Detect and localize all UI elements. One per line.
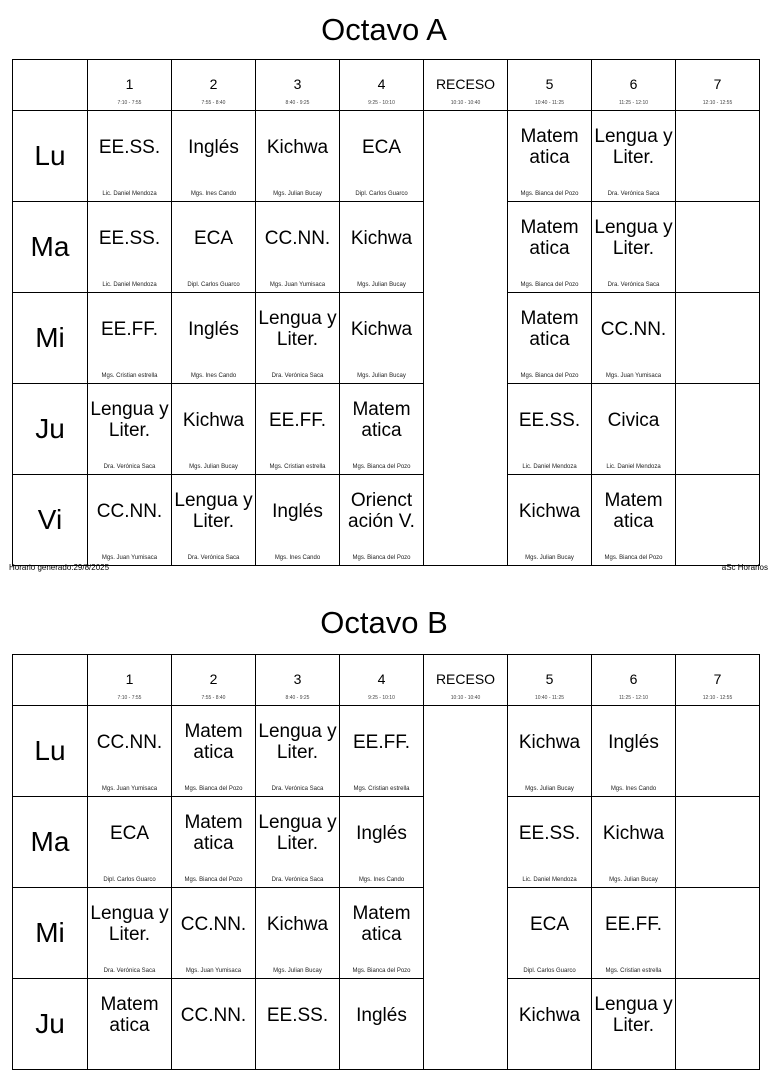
teacher-label: Dra. Verónica Saca [187,555,240,561]
period-time: 12:10 - 12:55 [702,100,733,106]
lesson-cell [676,111,760,202]
teacher-label: Mgs. Julian Bucay [273,191,322,197]
subject-label: Kichwa [266,913,329,935]
subject-label: Kichwa [182,409,245,431]
period-time: 11:25 - 12:10 [618,695,649,701]
day-row [13,293,760,384]
period-time: 7:10 - 7:55 [117,695,142,701]
subject-label: Lengua y Liter. [90,399,169,441]
lesson-cell [508,384,592,475]
period-time: 8:40 - 9:25 [285,100,310,106]
lesson-cell [340,384,424,475]
recess-header [424,655,508,706]
lesson-cell [172,384,256,475]
period-number: 5 [545,671,554,687]
recess-time: 10:10 - 10:40 [450,695,481,701]
subject-label: CC.NN. [600,318,667,340]
lesson-cell [340,706,424,797]
day-cell [13,475,88,566]
teacher-label: Mgs. Ines Cando [274,555,321,561]
lesson-cell [256,293,340,384]
lesson-cell [508,888,592,979]
lesson-cell [256,111,340,202]
lesson-cell [508,111,592,202]
period-number: 2 [209,76,218,92]
corner-cell [13,655,88,706]
period-number: 4 [377,671,386,687]
day-cell [13,202,88,293]
lesson-cell [592,384,676,475]
subject-label: Matem atica [184,721,243,763]
period-header [256,60,340,111]
period-time: 12:10 - 12:55 [702,695,733,701]
schedule-table [12,654,760,1070]
subject-label: Kichwa [602,822,665,844]
period-header [340,60,424,111]
period-number: 3 [293,76,302,92]
lesson-cell [676,979,760,1070]
lesson-cell [592,797,676,888]
day-cell [13,111,88,202]
subject-label: Inglés [356,1004,407,1026]
lesson-cell [508,979,592,1070]
lesson-cell [256,979,340,1070]
period-time: 7:55 - 8:40 [201,100,226,106]
teacher-label: Mgs. Cristian estrella [353,786,410,792]
subject-label: EE.SS. [518,822,581,844]
period-header [676,655,760,706]
period-header [340,655,424,706]
day-name: Mi [35,322,65,353]
teacher-label: Dipl. Carlos Guarco [355,191,408,197]
day-name: Ma [30,826,70,857]
teacher-label: Mgs. Bianca del Pozo [352,464,411,470]
subject-label: CC.NN. [264,227,331,249]
teacher-label: Mgs. Juan Yumisaca [101,786,158,792]
teacher-label: Mgs. Juan Yumisaca [605,373,662,379]
period-time: 9:25 - 10:10 [368,695,395,701]
period-time: 9:25 - 10:10 [368,100,395,106]
period-header-row [13,655,760,706]
subject-label: Lengua y Liter. [594,994,673,1036]
subject-label: Lengua y Liter. [258,721,337,763]
lesson-cell [340,979,424,1070]
period-number: 6 [629,76,638,92]
lesson-cell [88,706,172,797]
subject-label [676,475,759,547]
subject-label: Lengua y Liter. [258,308,337,350]
lesson-cell [676,384,760,475]
teacher-label: Mgs. Bianca del Pozo [604,555,663,561]
footer-brand: aSc Horarios [721,563,768,572]
subject-label: Matem atica [184,812,243,854]
lesson-cell [340,293,424,384]
day-row [13,384,760,475]
teacher-label: Dra. Verónica Saca [271,786,324,792]
period-header-row [13,60,760,111]
teacher-label: Mgs. Juan Yumisaca [101,555,158,561]
teacher-label: Lic. Daniel Mendoza [102,191,157,197]
teacher-label: Mgs. Bianca del Pozo [352,968,411,974]
teacher-label: Dra. Verónica Saca [271,877,324,883]
day-row [13,888,760,979]
lesson-cell [172,888,256,979]
teacher-label: Mgs. Cristian estrella [101,373,158,379]
subject-label: Orienct ación V. [348,490,415,532]
teacher-label: Lic. Daniel Mendoza [522,877,577,883]
subject-label: Kichwa [518,731,581,753]
subject-label: EE.FF. [100,318,158,340]
teacher-label: Dra. Verónica Saca [271,373,324,379]
lesson-cell [256,888,340,979]
lesson-cell [676,475,760,566]
recess-label: RECESO [435,671,496,687]
lesson-cell [172,293,256,384]
lesson-cell [676,797,760,888]
teacher-label: Mgs. Bianca del Pozo [520,191,579,197]
subject-label: ECA [361,136,402,158]
recess-label: RECESO [435,76,496,92]
lesson-cell [172,797,256,888]
teacher-label: Lic. Daniel Mendoza [522,464,577,470]
schedule-octavo-a [9,0,768,580]
day-cell [13,706,88,797]
lesson-cell [256,706,340,797]
subject-label: Inglés [188,318,239,340]
teacher-label: Mgs. Julian Bucay [273,968,322,974]
subject-label: ECA [193,227,234,249]
lesson-cell [676,293,760,384]
lesson-cell [340,888,424,979]
lesson-cell [256,475,340,566]
lesson-cell [340,475,424,566]
day-cell [13,384,88,475]
teacher-label: Dra. Verónica Saca [607,191,660,197]
lesson-cell [508,293,592,384]
day-cell [13,979,88,1070]
recess-column [424,706,508,1070]
day-row [13,475,760,566]
day-name: Ma [30,231,70,262]
period-number: 1 [125,671,134,687]
lesson-cell [676,202,760,293]
lesson-cell [88,293,172,384]
recess-time: 10:10 - 10:40 [450,100,481,106]
subject-label [676,111,759,183]
lesson-cell [88,111,172,202]
subject-label: Inglés [272,500,323,522]
subject-label: Lengua y Liter. [594,217,673,259]
teacher-label: Mgs. Bianca del Pozo [520,373,579,379]
day-row [13,111,760,202]
lesson-cell [340,797,424,888]
recess-column [424,111,508,566]
period-time: 10:40 - 11:25 [534,100,565,106]
lesson-cell [508,706,592,797]
lesson-cell [508,475,592,566]
lesson-cell [172,475,256,566]
subject-label: Lengua y Liter. [258,812,337,854]
subject-label: Lengua y Liter. [174,490,253,532]
day-cell [13,797,88,888]
subject-label [676,797,759,869]
period-header [508,60,592,111]
period-number: 3 [293,671,302,687]
lesson-cell [172,979,256,1070]
subject-label [676,384,759,456]
subject-label: Kichwa [350,318,413,340]
lesson-cell [172,111,256,202]
subject-label: Matem atica [352,903,411,945]
subject-label: Kichwa [518,500,581,522]
day-row [13,797,760,888]
subject-label: Matem atica [520,217,579,259]
footer-generated: Horario generado:29/8/2025 [9,563,110,572]
teacher-label: Mgs. Ines Cando [190,373,237,379]
period-header [592,60,676,111]
subject-label: CC.NN. [96,500,163,522]
lesson-cell [676,706,760,797]
subject-label: Civica [607,409,660,431]
subject-label [676,979,759,1051]
period-time: 7:55 - 8:40 [201,695,226,701]
subject-label: EE.FF. [352,731,410,753]
teacher-label: Mgs. Julian Bucay [189,464,238,470]
teacher-label: Dra. Verónica Saca [607,282,660,288]
day-name: Lu [34,140,66,171]
teacher-label: Mgs. Julian Bucay [609,877,658,883]
period-header [88,655,172,706]
lesson-cell [592,706,676,797]
period-number: 2 [209,671,218,687]
day-name: Ju [35,413,65,444]
period-time: 10:40 - 11:25 [534,695,565,701]
lesson-cell [592,202,676,293]
subject-label: Kichwa [266,136,329,158]
teacher-label: Dra. Verónica Saca [103,464,156,470]
lesson-cell [172,202,256,293]
teacher-label: Mgs. Julian Bucay [357,282,406,288]
subject-label: Matem atica [604,490,663,532]
subject-label: EE.FF. [604,913,662,935]
lesson-cell [592,293,676,384]
subject-label: EE.SS. [266,1004,329,1026]
lesson-cell [592,979,676,1070]
day-name: Mi [35,917,65,948]
period-time: 7:10 - 7:55 [117,100,142,106]
lesson-cell [676,888,760,979]
subject-label: EE.SS. [98,136,161,158]
teacher-label: Mgs. Bianca del Pozo [520,282,579,288]
subject-label: ECA [109,822,150,844]
subject-label: EE.FF. [268,409,326,431]
subject-label: Matem atica [100,994,159,1036]
period-header [256,655,340,706]
subject-label: CC.NN. [180,913,247,935]
teacher-label: Mgs. Bianca del Pozo [184,877,243,883]
teacher-label: Lic. Daniel Mendoza [606,464,661,470]
subject-label: CC.NN. [180,1004,247,1026]
teacher-label: Dipl. Carlos Guarco [523,968,576,974]
lesson-cell [592,111,676,202]
subject-label: Inglés [188,136,239,158]
subject-label [676,202,759,274]
period-header [676,60,760,111]
day-cell [13,293,88,384]
lesson-cell [340,111,424,202]
day-cell [13,888,88,979]
subject-label: Matem atica [520,126,579,168]
day-name: Vi [37,504,63,535]
period-number: 4 [377,76,386,92]
subject-label: ECA [529,913,570,935]
teacher-label: Dra. Verónica Saca [103,968,156,974]
period-time: 8:40 - 9:25 [285,695,310,701]
teacher-label: Dipl. Carlos Guarco [187,282,240,288]
subject-label: Matem atica [352,399,411,441]
day-name: Lu [34,735,66,766]
schedule-octavo-b [12,595,756,1039]
subject-label: CC.NN. [96,731,163,753]
teacher-label: Mgs. Ines Cando [610,786,657,792]
lesson-cell [508,202,592,293]
period-header [88,60,172,111]
subject-label: Lengua y Liter. [594,126,673,168]
recess-header [424,60,508,111]
period-number: 7 [713,671,722,687]
day-row [13,979,760,1070]
period-time: 11:25 - 12:10 [618,100,649,106]
subject-label: Inglés [608,731,659,753]
teacher-label: Mgs. Bianca del Pozo [184,786,243,792]
schedule-title: Octavo B [320,605,448,640]
day-name: Ju [35,1008,65,1039]
teacher-label: Mgs. Juan Yumisaca [185,968,242,974]
teacher-label: Mgs. Julian Bucay [525,555,574,561]
subject-label: Inglés [356,822,407,844]
teacher-label: Lic. Daniel Mendoza [102,282,157,288]
lesson-cell [88,202,172,293]
day-row [13,202,760,293]
subject-label: EE.SS. [98,227,161,249]
corner-cell [13,60,88,111]
lesson-cell [592,475,676,566]
period-header [508,655,592,706]
subject-label [676,888,759,960]
lesson-cell [88,384,172,475]
schedule-table [12,59,760,566]
lesson-cell [172,706,256,797]
subject-label: Matem atica [520,308,579,350]
subject-label [676,293,759,365]
period-number: 1 [125,76,134,92]
teacher-label: Mgs. Bianca del Pozo [352,555,411,561]
teacher-label: Mgs. Ines Cando [358,877,405,883]
subject-label: Lengua y Liter. [90,903,169,945]
day-row [13,706,760,797]
teacher-label: Mgs. Cristian estrella [605,968,662,974]
period-header [592,655,676,706]
lesson-cell [88,979,172,1070]
teacher-label: Mgs. Julian Bucay [357,373,406,379]
lesson-cell [88,797,172,888]
lesson-cell [340,202,424,293]
lesson-cell [508,797,592,888]
teacher-label: Mgs. Juan Yumisaca [269,282,326,288]
teacher-label: Dipl. Carlos Guarco [103,877,156,883]
subject-label [676,706,759,778]
period-number: 5 [545,76,554,92]
lesson-cell [256,797,340,888]
subject-label: Kichwa [518,1004,581,1026]
period-number: 7 [713,76,722,92]
lesson-cell [256,202,340,293]
subject-label: Kichwa [350,227,413,249]
subject-label: EE.SS. [518,409,581,431]
lesson-cell [88,888,172,979]
period-header [172,60,256,111]
teacher-label: Mgs. Ines Cando [190,191,237,197]
lesson-cell [592,888,676,979]
schedule-title: Octavo A [321,12,447,47]
teacher-label: Mgs. Julian Bucay [525,786,574,792]
lesson-cell [88,475,172,566]
lesson-cell [256,384,340,475]
period-number: 6 [629,671,638,687]
teacher-label: Mgs. Cristian estrella [269,464,326,470]
period-header [172,655,256,706]
